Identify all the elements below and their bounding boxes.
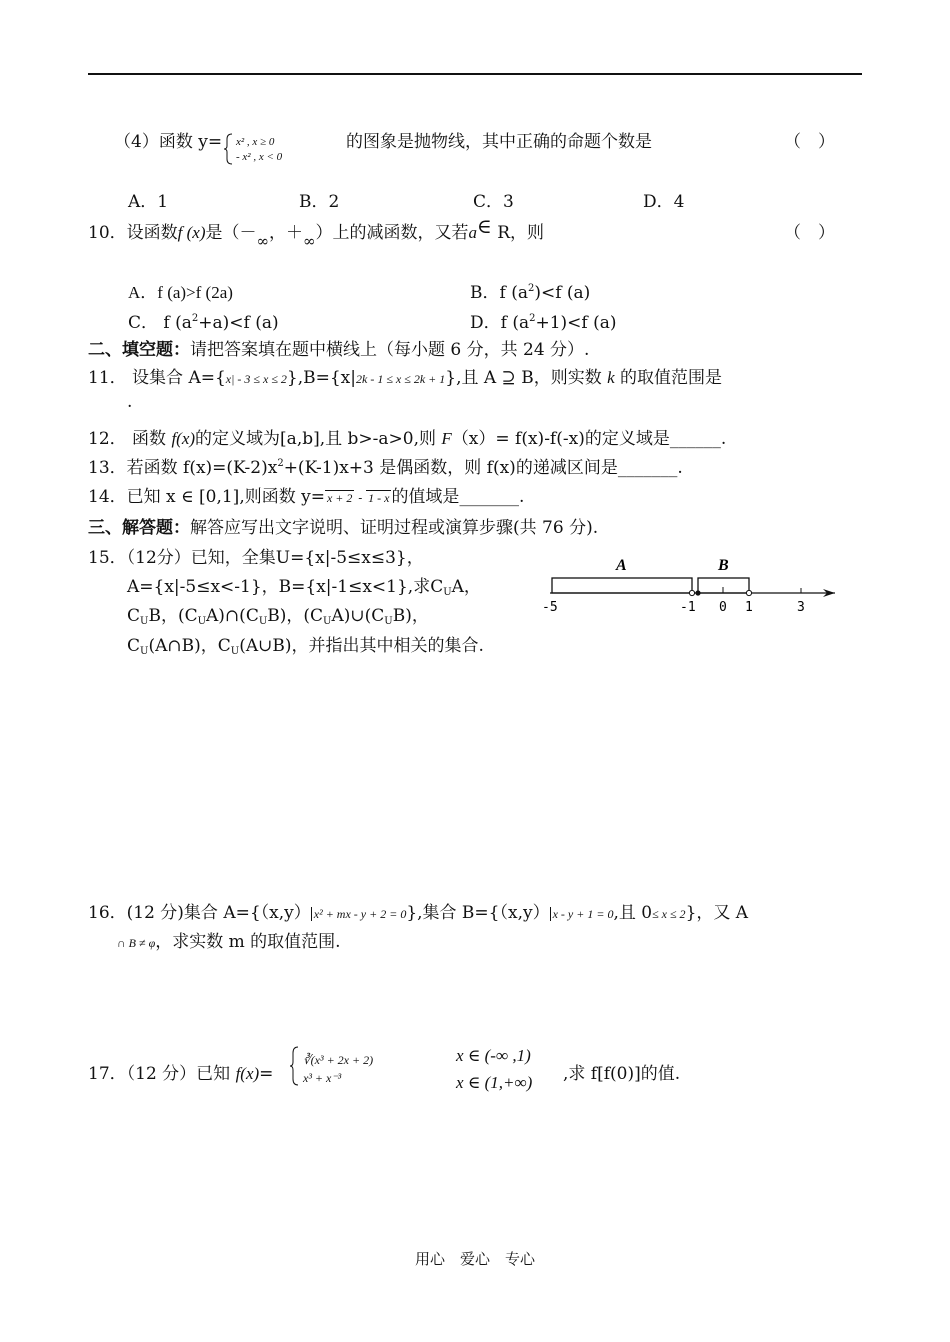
q15-line3: $C_UB$，$(C_UA)\cap(C_UB)$，$(C_UA)\cup(C_UB)$， — [127, 606, 429, 627]
q10-option-d: D．f $(a^2+1)<f$ (a) — [470, 313, 617, 333]
q15-line4: $C_U(A\cap B)$，$C_U(A\cup B)$，并指出其中相关的集合. — [127, 636, 484, 657]
tick-label-minus-5: -5 — [542, 600, 558, 615]
q15-line2: A={x|-5≤x<-1}，B={x|-1≤x<1},求$C_UA$， — [127, 577, 481, 598]
q17-piece-top: ∛(x³ + 2x + 2) — [303, 1053, 374, 1067]
top-rule — [88, 73, 862, 75]
open-point-1 — [746, 590, 751, 595]
section-solve-heading: 三、解答题：解答应写出文字说明、证明过程或演算步骤(共 76 分). — [88, 518, 599, 538]
interval-b-label: B — [718, 557, 729, 574]
q14-radical-1: x + 2 — [326, 491, 353, 505]
q17-tail: ,求 f[f(0)]的值. — [563, 1064, 681, 1084]
interval-a-label: A — [616, 557, 627, 574]
q9-answer-paren: （ ） — [784, 132, 835, 152]
tick-label-3: 3 — [797, 600, 805, 615]
q10-answer-paren: （ ） — [784, 223, 835, 243]
q9-item4: （4）函数 y= — [114, 132, 223, 152]
q16-line1: 16．(12 分)集合 A={（x,y） x² + mx - y + 2 = 0},集合 B={（x,y） x - y + 1 = 0,且 0≤ x ≤ 2}，又 A — [88, 903, 749, 923]
q10-option-c: C． f $(a^2+a)<f$ (a) — [128, 313, 279, 333]
q14: 14．已知 x ∈ [0,1],则函数 y= x + 2 - 1 - x 的值域是_______. — [88, 487, 525, 507]
q17-piece-bottom: x³ + x⁻³ — [303, 1071, 342, 1085]
q9-piece-bottom: - x² , x < 0 — [236, 151, 283, 163]
number-line-diagram — [540, 552, 845, 618]
tick-label-minus-1: -1 — [680, 600, 696, 615]
q13: 13．若函数 $f(x)=(K-2)x^2+(K-1)x+3$ 是偶函数，则 f(x)的递减区间是_______. — [88, 458, 683, 478]
section-fill-in-heading: 二、填空题：请把答案填在题中横线上（每小题 6 分，共 24 分）. — [88, 340, 590, 360]
tick-label-0: 0 — [719, 600, 727, 615]
q10-stem: 10．设函数f (x)是（－∞，＋∞）上的减函数，又若a∈ R，则 — [88, 214, 545, 250]
q17-domain-top: x ∈ (-∞ ,1) — [456, 1046, 531, 1065]
open-point-minus-1 — [689, 590, 694, 595]
closed-point-minus-1 — [695, 590, 700, 595]
q10-option-b: B．f $(a^2)<f$ (a) — [470, 283, 591, 303]
q11: 11． 设集合 A={x| - 3 ≤ x ≤ 2},B={x|2k - 1 ≤ x ≤ 2k + 1},且 A ⊇ B，则实数 k 的取值范围是 — [88, 368, 723, 388]
q9-option-d: D．4 — [643, 192, 685, 212]
q9-option-c: C．3 — [473, 192, 514, 212]
q12: 12． 函数 f(x)的定义域为[a,b],且 b>-a>0,则 F（x）= f(x)-f(-x)的定义域是______. — [88, 429, 727, 449]
q17-brace — [290, 1046, 300, 1086]
q16-line2: ∩ B ≠ φ，求实数 m 的取值范围. — [117, 932, 341, 952]
q17-lead: 17．（12 分）已知 f(x)= — [88, 1064, 274, 1084]
interval-a-box — [552, 578, 692, 593]
q14-radical-2: 1 - x — [368, 491, 390, 505]
q17-domain-bottom: x ∈ (1,+∞) — [456, 1073, 533, 1092]
tick-label-1: 1 — [745, 600, 753, 615]
page-footer: 用心 爱心 专心 — [414, 1250, 535, 1268]
q10-option-a: A．f (a)>f (2a) — [128, 283, 233, 302]
q9-piece-top: x² , x ≥ 0 — [236, 136, 275, 148]
q11-end-dot: . — [127, 392, 133, 412]
piecewise-brace — [224, 133, 234, 165]
q9-option-a: A．1 — [128, 192, 169, 212]
q9-option-b: B．2 — [299, 192, 340, 212]
q15-line1: 15．（12分）已知，全集U={x|-5≤x≤3}， — [88, 548, 424, 568]
q9-item4-suffix: 的图象是抛物线，其中正确的命题个数是 — [346, 132, 652, 152]
